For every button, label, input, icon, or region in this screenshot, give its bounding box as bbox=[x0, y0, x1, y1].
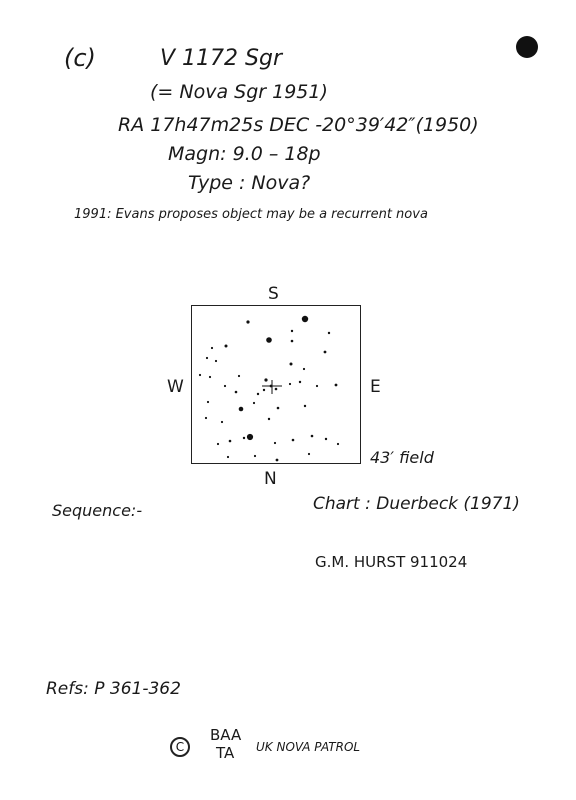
historical-note: 1991: Evans proposes object may be a recurrent nova bbox=[74, 207, 428, 222]
punch-hole-mark bbox=[516, 36, 538, 58]
star bbox=[335, 384, 338, 387]
star bbox=[247, 434, 253, 440]
star bbox=[316, 385, 318, 387]
star bbox=[291, 340, 294, 343]
star bbox=[274, 442, 276, 444]
star bbox=[229, 440, 232, 443]
star bbox=[302, 316, 308, 322]
star bbox=[225, 345, 228, 348]
variable-star-marker bbox=[262, 380, 282, 394]
chart-west-label: W bbox=[167, 377, 184, 397]
star bbox=[227, 456, 229, 458]
star bbox=[221, 421, 223, 423]
star bbox=[268, 418, 270, 420]
star bbox=[308, 453, 310, 455]
observer-signature: G.M. HURST 911024 bbox=[315, 553, 468, 571]
field-size-label: 43′ field bbox=[370, 448, 434, 467]
coordinates: RA 17h47m25s DEC -20°39′42″(1950) bbox=[118, 114, 479, 136]
star-designation: V 1172 Sgr bbox=[160, 46, 282, 71]
star bbox=[264, 378, 267, 381]
star bbox=[243, 437, 245, 439]
patrol-name: UK NOVA PATROL bbox=[256, 740, 361, 754]
star bbox=[266, 337, 272, 343]
star bbox=[299, 381, 301, 383]
star bbox=[205, 417, 207, 419]
star bbox=[291, 330, 293, 332]
star bbox=[325, 438, 327, 440]
star bbox=[324, 351, 327, 354]
star bbox=[238, 375, 240, 377]
org-baa: BAA bbox=[210, 726, 242, 744]
chart-credit: Chart : Duerbeck (1971) bbox=[313, 494, 520, 514]
star bbox=[253, 402, 255, 404]
star bbox=[211, 347, 213, 349]
star bbox=[199, 374, 201, 376]
star bbox=[257, 393, 259, 395]
star bbox=[292, 439, 295, 442]
nova-alias: (= Nova Sgr 1951) bbox=[150, 81, 328, 103]
chart-east-label: E bbox=[370, 377, 381, 397]
chart-north-label: N bbox=[264, 469, 277, 489]
star bbox=[276, 459, 279, 462]
star bbox=[224, 385, 226, 387]
finder-chart bbox=[191, 305, 361, 464]
copyright-symbol: C bbox=[170, 737, 190, 757]
star bbox=[209, 376, 211, 378]
star bbox=[303, 368, 305, 370]
star bbox=[311, 435, 314, 438]
star bbox=[277, 407, 280, 410]
star bbox=[239, 407, 244, 412]
section-label: (c) bbox=[64, 44, 96, 72]
magnitude-range: Magn: 9.0 – 18p bbox=[168, 143, 321, 165]
star bbox=[217, 443, 219, 445]
star bbox=[235, 391, 238, 394]
star bbox=[337, 443, 339, 445]
org-ta: TA bbox=[216, 744, 235, 762]
star bbox=[304, 405, 306, 407]
star-field bbox=[192, 306, 362, 465]
star bbox=[328, 332, 330, 334]
variable-type: Type : Nova? bbox=[188, 172, 311, 194]
star bbox=[215, 360, 217, 362]
star bbox=[254, 455, 256, 457]
star bbox=[207, 401, 209, 403]
star bbox=[290, 363, 293, 366]
star bbox=[289, 383, 291, 385]
star bbox=[246, 320, 249, 323]
sequence-label: Sequence:- bbox=[52, 501, 143, 520]
star bbox=[263, 389, 265, 391]
star bbox=[275, 388, 278, 391]
star bbox=[206, 357, 208, 359]
references: Refs: P 361-362 bbox=[46, 679, 181, 699]
chart-south-label: S bbox=[268, 284, 279, 304]
